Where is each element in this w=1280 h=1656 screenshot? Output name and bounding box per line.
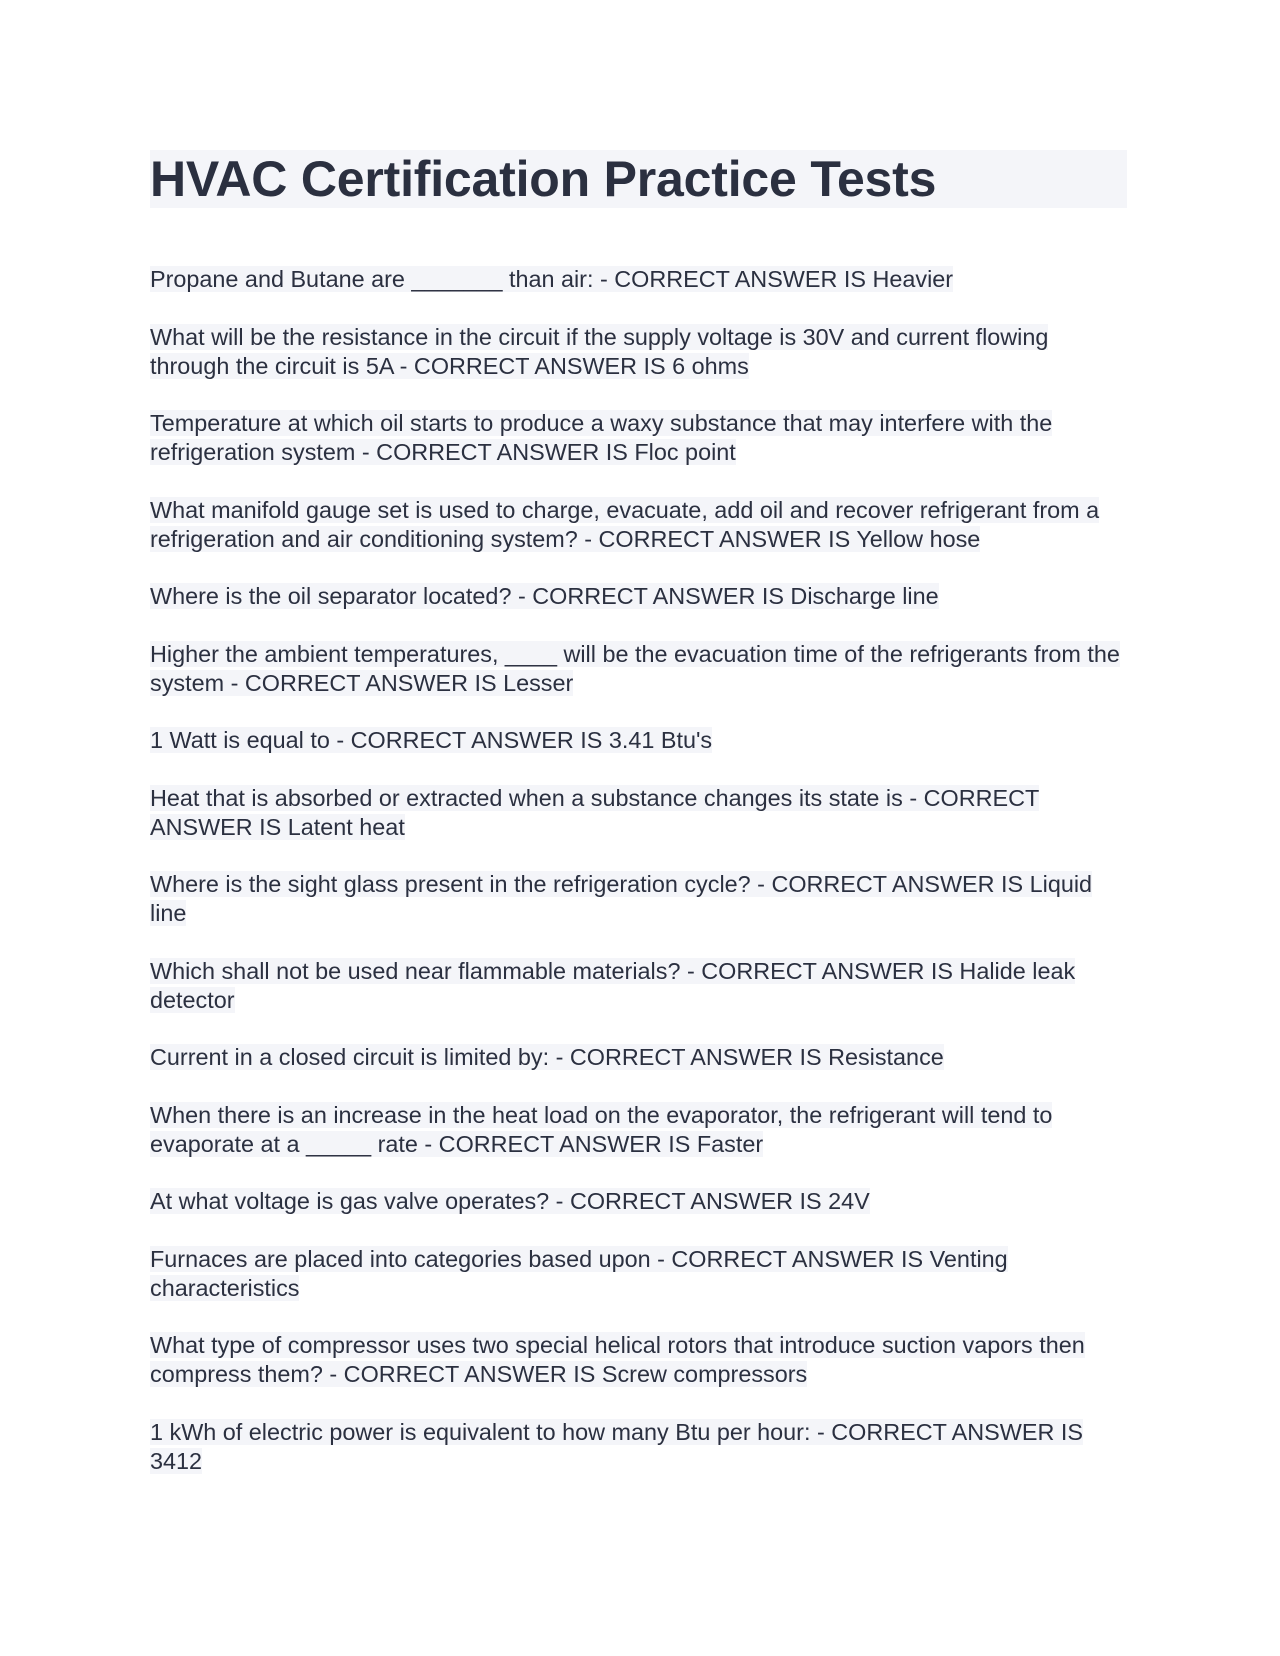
qa-text: What will be the resistance in the circuit if the supply voltage is 30V and current flowing through the circuit is 5A - CORRECT ANSWER IS 6 ohms	[150, 323, 1049, 379]
qa-text: Heat that is absorbed or extracted when a substance changes its state is - CORRECT ANSWER IS Latent heat	[150, 784, 1040, 840]
qa-text: Higher the ambient temperatures, ____ will be the evacuation time of the refrigerants from the system - CORRECT ANSWER IS Lesser	[150, 640, 1120, 696]
qa-text: 1 kWh of electric power is equivalent to how many Btu per hour: - CORRECT ANSWER IS 3412	[150, 1418, 1083, 1474]
qa-item	[150, 726, 1127, 755]
qa-item	[150, 957, 1127, 1015]
qa-item	[150, 582, 1127, 611]
title-band	[150, 150, 1127, 208]
qa-text: Temperature at which oil starts to produce a waxy substance that may interfere with the refrigeration system - CORRECT ANSWER IS Floc point	[150, 410, 1053, 465]
qa-item	[150, 870, 1127, 928]
qa-item	[150, 1043, 1127, 1072]
qa-item	[150, 784, 1127, 842]
qa-item	[150, 265, 1127, 294]
qa-item	[150, 409, 1127, 467]
qa-text: What manifold gauge set is used to charge, evacuate, add oil and recover refrigerant from a refrigeration and air conditioning system? - CORRECT ANSWER IS Yellow hose	[150, 496, 1100, 552]
qa-text: Where is the oil separator located? - CORRECT ANSWER IS Discharge line	[150, 583, 939, 609]
qa-item	[150, 1331, 1127, 1389]
qa-item	[150, 1245, 1127, 1303]
qa-item	[150, 496, 1127, 554]
qa-text: When there is an increase in the heat load on the evaporator, the refrigerant will tend to evaporate at a _____ rate - CORRECT ANSWER IS Faster	[150, 1101, 1053, 1157]
qa-text: What type of compressor uses two special helical rotors that introduce suction vapors then compress them? - CORRECT ANSWER IS Screw compressors	[150, 1332, 1085, 1387]
document-page	[150, 150, 1127, 1504]
qa-item	[150, 1101, 1127, 1159]
qa-item	[150, 1187, 1127, 1216]
qa-item	[150, 1418, 1127, 1476]
qa-text: Furnaces are placed into categories based upon - CORRECT ANSWER IS Venting characteristics	[150, 1245, 1008, 1301]
qa-text: Which shall not be used near flammable materials? - CORRECT ANSWER IS Halide leak detector	[150, 957, 1076, 1013]
qa-text: 1 Watt is equal to - CORRECT ANSWER IS 3.41 Btu's	[150, 727, 713, 753]
qa-text: Propane and Butane are _______ than air: - CORRECT ANSWER IS Heavier	[150, 266, 954, 292]
qa-item	[150, 323, 1127, 381]
qa-text: Current in a closed circuit is limited by: - CORRECT ANSWER IS Resistance	[150, 1044, 944, 1070]
qa-list	[150, 265, 1127, 1476]
qa-text: Where is the sight glass present in the refrigeration cycle? - CORRECT ANSWER IS Liquid line	[150, 871, 1093, 926]
page-title: HVAC Certification Practice Tests	[150, 151, 937, 207]
qa-text: At what voltage is gas valve operates? - CORRECT ANSWER IS 24V	[150, 1188, 870, 1214]
qa-item	[150, 640, 1127, 698]
